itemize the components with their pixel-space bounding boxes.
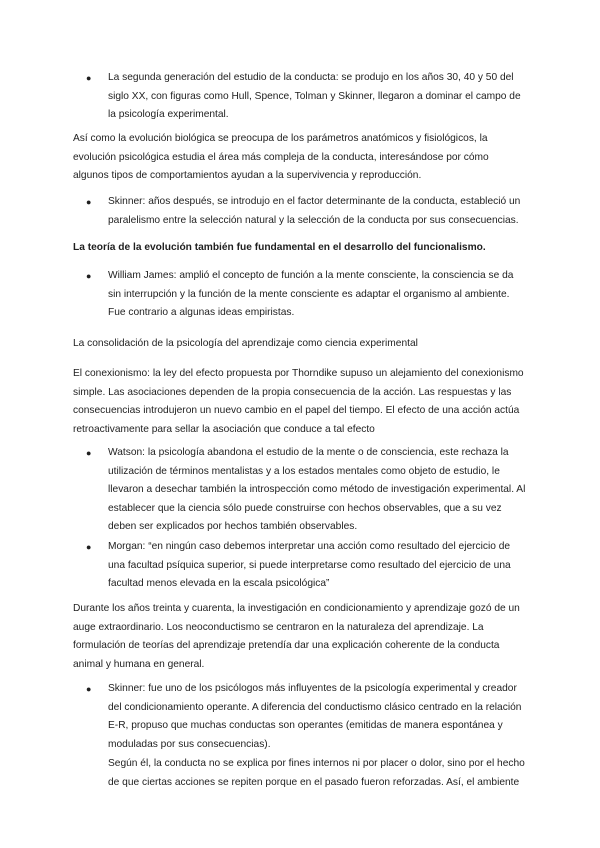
bullet-william-james: William James: amplió el concepto de función a la mente consciente, la consciencia se da sin interrupción y la función de la mente consciente es adaptar el organismo al ambiente. Fue contrario a algunas ideas empiristas. (108, 270, 514, 319)
section-heading-consolidation: La consolidación de la psicología del aprendizaje como ciencia experimental (73, 338, 418, 349)
bullet-skinner-operant-continuation: Según él, la conducta no se explica por fines internos ni por placer o dolor, sino por el hecho de que ciertas acciones se repiten porque en el pasado fueron reforzadas. Así, el ambiente (108, 758, 525, 788)
bullet-watson: Watson: la psicología abandona el estudio de la mente o de consciencia, este rechaza la utilización de términos mentalistas y a los estados mentales como objeto de estudio, le llevaron a desechar también la introspección como método de investigación experimental. Al establecer que la ciencia sólo puede construirse con hechos observables, que a su vez deben ser explicados por hechos también observables. (108, 447, 526, 533)
bold-heading-functionalism: La teoría de la evolución también fue fundamental en el desarrollo del funcionalismo. (73, 242, 486, 253)
bullet-marker: ● (86, 271, 92, 281)
paragraph-thirties-forties: Durante los años treinta y cuarenta, la investigación en condicionamiento y aprendizaje gozó de un auge extraordinario. Los neoconductismo se centraron en la naturaleza del aprendizaje. La formulación de teorías del aprendizaje pretendía dar una explicación coherente de la conducta animal y humana en general. (73, 603, 520, 670)
paragraph-connectionism: El conexionismo: la ley del efecto propuesta por Thorndike supuso un alejamiento del conexionismo simple. Las asociaciones dependen de la propia consecuencia de la acción. Las respuestas y las consecuencias introdujeron un nuevo cambio en el papel del tiempo. El efecto de una acción actúa retroactivamente para sellar la asociación que conduce a tal efecto (73, 368, 524, 435)
bullet-marker: ● (86, 684, 92, 694)
bullet-marker: ● (86, 542, 92, 552)
bullet-morgan: Morgan: “en ningún caso debemos interpretar una acción como resultado del ejercicio de una facultad psíquica superior, si puede interpretarse como resultado del ejercicio de una facultad menos elevada en la escala psicológica” (108, 541, 511, 590)
bullet-marker: ● (86, 73, 92, 83)
bullet-second-generation: La segunda generación del estudio de la conducta: se produjo en los años 30, 40 y 50 del siglo XX, con figuras como Hull, Spence, Tolman y Skinner, llegaron a dominar el campo de la psicología experimental. (108, 72, 521, 121)
bullet-skinner-operant-text: Skinner: fue uno de los psicólogos más influyentes de la psicología experimental y creador del condicionamiento operante. A diferencia del conductismo clásico centrado en la relación E-R, propuso que muchas conductas son operantes (emitidas de manera espontánea y moduladas por sus consecuencias). (108, 683, 522, 750)
bullet-skinner-selection: Skinner: años después, se introdujo en el factor determinante de la conducta, estableció un paralelismo entre la selección natural y la selección de la conducta por sus consecuencias. (108, 196, 521, 226)
paragraph-evolution: Así como la evolución biológica se preocupa de los parámetros anatómicos y fisiológicos, la evolución psicológica estudia el área más compleja de la conducta, interesándose por cómo algunos tipos de comportamientos ayudan a la supervivencia y reproducción. (73, 133, 489, 182)
bullet-marker: ● (86, 197, 92, 207)
bullet-skinner-operant (108, 680, 526, 793)
bullet-marker: ● (86, 448, 92, 458)
